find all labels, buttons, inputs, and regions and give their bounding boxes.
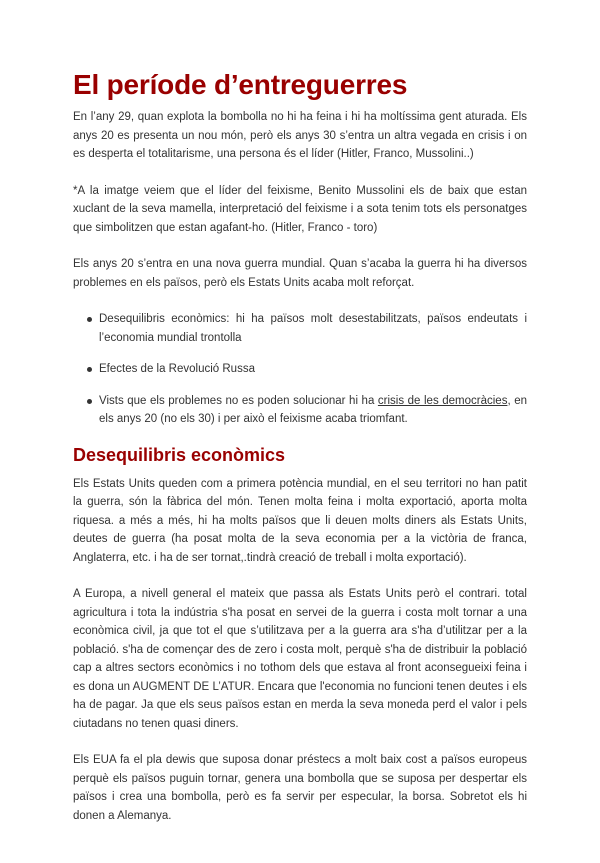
bullet-text: Vists que els problemes no es poden solucionar hi ha (99, 394, 378, 407)
section-paragraph-1: Els Estats Units queden com a primera potència mundial, en el seu territori no han patit la guerra, són la fàbrica del món. Tenen molta feina i molta exportació, aporta molta riquesa. a més a més, hi ha molts països que li deuen molts diners als Estats Units, deutes de guerra (ha posat molta de la seva economia per a la victòria de franca, Anglaterra, etc. i ha de ser tornat,.tindrà creació de treball i molta exportació). (73, 477, 527, 564)
bullet-list (73, 310, 527, 429)
intro-paragraph-3: Els anys 20 s’entra en una nova guerra mundial. Quan s’acaba la guerra hi ha diversos problemes en els països, però els Estats Units acaba molt reforçat. (73, 258, 527, 289)
bullet-text: , en els anys 20 (no els 30) i per això el feixisme acaba triomfant. (99, 394, 527, 425)
bullet-text: Desequilibris econòmics: hi ha països molt desestabilitzats, països endeutats i l’economia mundial trontolla (99, 313, 527, 344)
section-paragraph-3: Els EUA fa el pla dewis que suposa donar préstecs a molt baix cost a països europeus perquè els països puguin tornar, genera una bombolla que se suposa per despertar els països i crea una bombolla, però es fa servir per especular, la borsa. Sobretot els hi donen a Alemanya. (73, 754, 527, 822)
bullet-icon (87, 367, 92, 372)
page-title: El període d’entreguerres (73, 69, 408, 100)
list-item (73, 310, 527, 347)
underlined-term: crisis de les democràcies (377, 394, 508, 407)
list-item (73, 360, 527, 379)
section-paragraph-2: A Europa, a nivell general el mateix que passa als Estats Units però el contrari. total agricultura i tota la indústria s'ha posat en servei de la guerra i costa molt tornar a una econòmica civil, ja que tot el que s’utilitzava per a la guerra ara s'ha d’utilitzar per a la població. s'ha de començar des de zero i costa molt, perquè s'ha de distribuir la població cap a altres sectors econòmics i no tothom dels que estava al front aconsegueixi feina i es dona un AUGMENT DE L’ATUR. Encara que l'economia no funcioni tenen deutes i els ha de pagar. Ja que els seus països estan en merda la seva moneda perd el valor i pels ciutadans no tenen quasi diners. (73, 588, 527, 730)
bullet-icon (87, 317, 92, 322)
document-page (73, 0, 527, 863)
bullet-text: Efectes de la Revolució Russa (99, 363, 255, 375)
section-heading: Desequilibris econòmics (73, 444, 286, 465)
bullet-icon (87, 399, 92, 404)
intro-paragraph-1: En l’any 29, quan explota la bombolla no hi ha feina i hi ha moltíssima gent aturada. Els anys 20 es presenta un nou món, però els anys 30 s’entra un altra vegada en crisis i on es desperta el totalitarisme, una persona és el líder (Hitler, Franco, Mussolini..) (73, 111, 527, 160)
list-item (73, 392, 527, 429)
intro-paragraph-2: *A la imatge veiem que el líder del feixisme, Benito Mussolini els de baix que estan xuclant de la seva mamella, interpretació del feixisme i a sota tenim tots els personatges que simbolitzen que estan agafant-ho. (Hitler, Franco - toro) (73, 184, 527, 234)
